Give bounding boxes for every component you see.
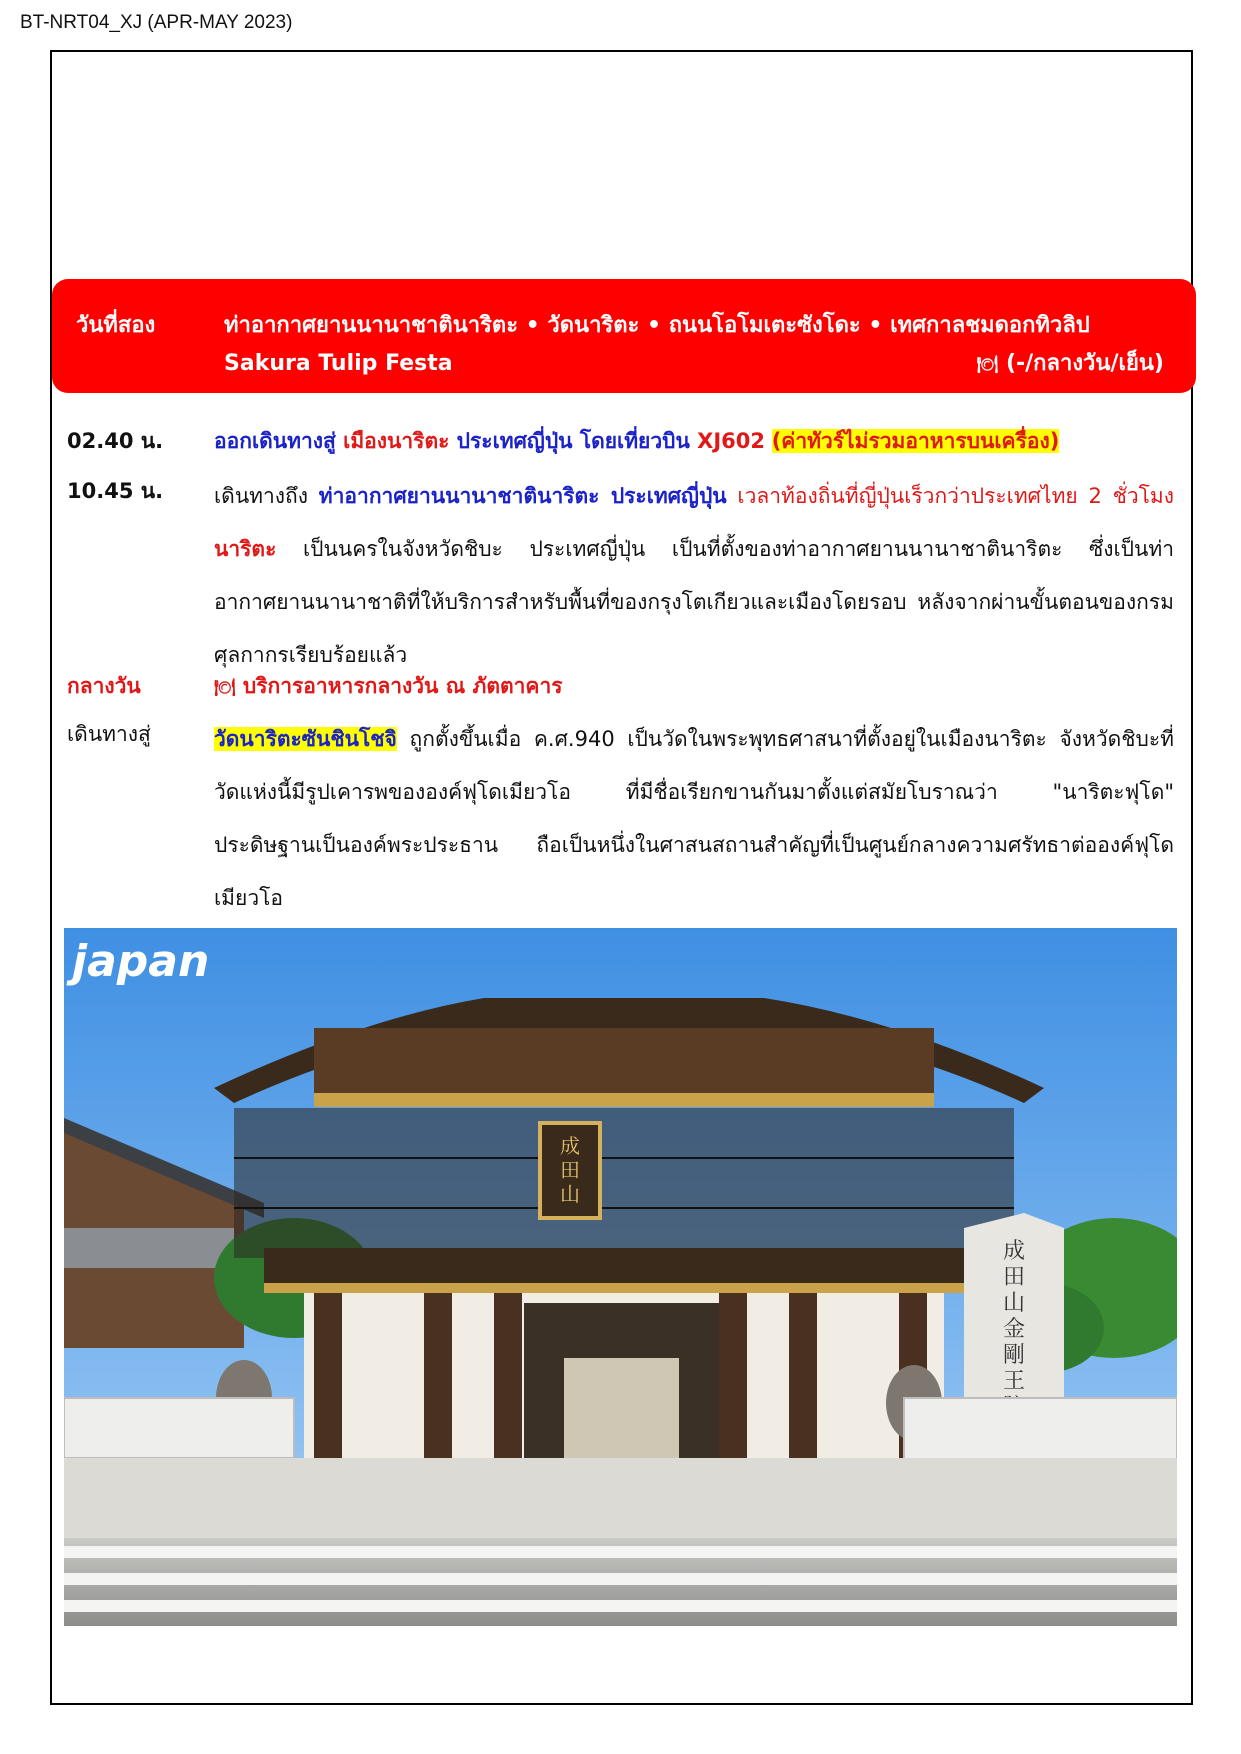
schedule-text: วัดนาริตะซันชินโชจิ ถูกตั้งขึ้นเมื่อ ค.ศ.940 เป็นวัดในพระพุทธศาสนาที่ตั้งอยู่ในเมืองนาริตะ จังหวัดชิบะที่วัดแห่งนี้มีรูปเคารพขององค์ฟุโดเมียวโอ ที่มีชื่อเรียกขานกันมาตั้งแต่สมัยโบราณว่า "นาริตะฟุโด" ประดิษฐานเป็นองค์พระประธาน ถือเป็นหนึ่งในศาสนสถานสำคัญที่เป็นศูนย์กลางความศรัทธาต่อองค์ฟุโดเมียวโอ — [214, 727, 1174, 910]
dining-icon: 🍽 — [976, 355, 999, 375]
gate-sign: 成田山 — [560, 1134, 580, 1206]
japan-watermark: japan — [72, 936, 210, 987]
time-label: กลางวัน — [67, 674, 141, 698]
festival-name: Sakura Tulip Festa — [224, 351, 453, 376]
day-route — [224, 307, 1164, 384]
day-label: วันที่สอง — [76, 313, 156, 338]
dining-icon: 🍽 — [214, 678, 236, 698]
day-banner — [52, 279, 1196, 393]
time-label: 02.40 น. — [67, 429, 164, 453]
temple-photo — [64, 928, 1177, 1626]
time-label: เดินทางสู่ — [67, 722, 151, 746]
document-code: BT-NRT04_XJ (APR-MAY 2023) — [20, 12, 293, 33]
stone-marker-text: 成田山金剛王 — [1002, 1239, 1026, 1394]
schedule-text: เดินทางถึง ท่าอากาศยานนานาชาตินาริตะ ประเทศญี่ปุ่น เวลาท้องถิ่นที่ญี่ปุ่นเร็วกว่าประเทศไทย 2 ชั่วโมง นาริตะ เป็นนครในจังหวัดชิบะ ประเทศญี่ปุ่น เป็นที่ตั้งของท่าอากาศยานนานาชาตินาริตะ ซึ่งเป็นท่าอากาศยานนานาชาติที่ให้บริการสำหรับพื้นที่ของกรุงโตเกียวและเมืองโดยรอบ หลังจากผ่านขั้นตอนของกรมศุลกากรเรียบร้อยแล้ว — [214, 484, 1174, 667]
temple-name: วัดนาริตะซันชินโชจิ — [214, 727, 397, 751]
meals-summary: 🍽 (-/กลางวัน/เย็น) — [977, 345, 1164, 384]
highlight-note: (ค่าทัวร์ไม่รวมอาหารบนเครื่อง) — [771, 429, 1060, 453]
time-label: 10.45 น. — [67, 479, 164, 503]
route-line: ท่าอากาศยานนานาชาตินาริตะ • วัดนาริตะ • ถนนโอโมเตะซังโดะ • เทศกาลชมดอกทิวลิป — [224, 313, 1090, 338]
lunch-text: 🍽 บริการอาหารกลางวัน ณ ภัตตาคาร — [214, 665, 1174, 709]
schedule-text: ออกเดินทางสู่ เมืองนาริตะ ประเทศญี่ปุ่น โดยเที่ยวบิน XJ602 (ค่าทัวร์ไม่รวมอาหารบนเครื่อง) — [214, 429, 1060, 453]
